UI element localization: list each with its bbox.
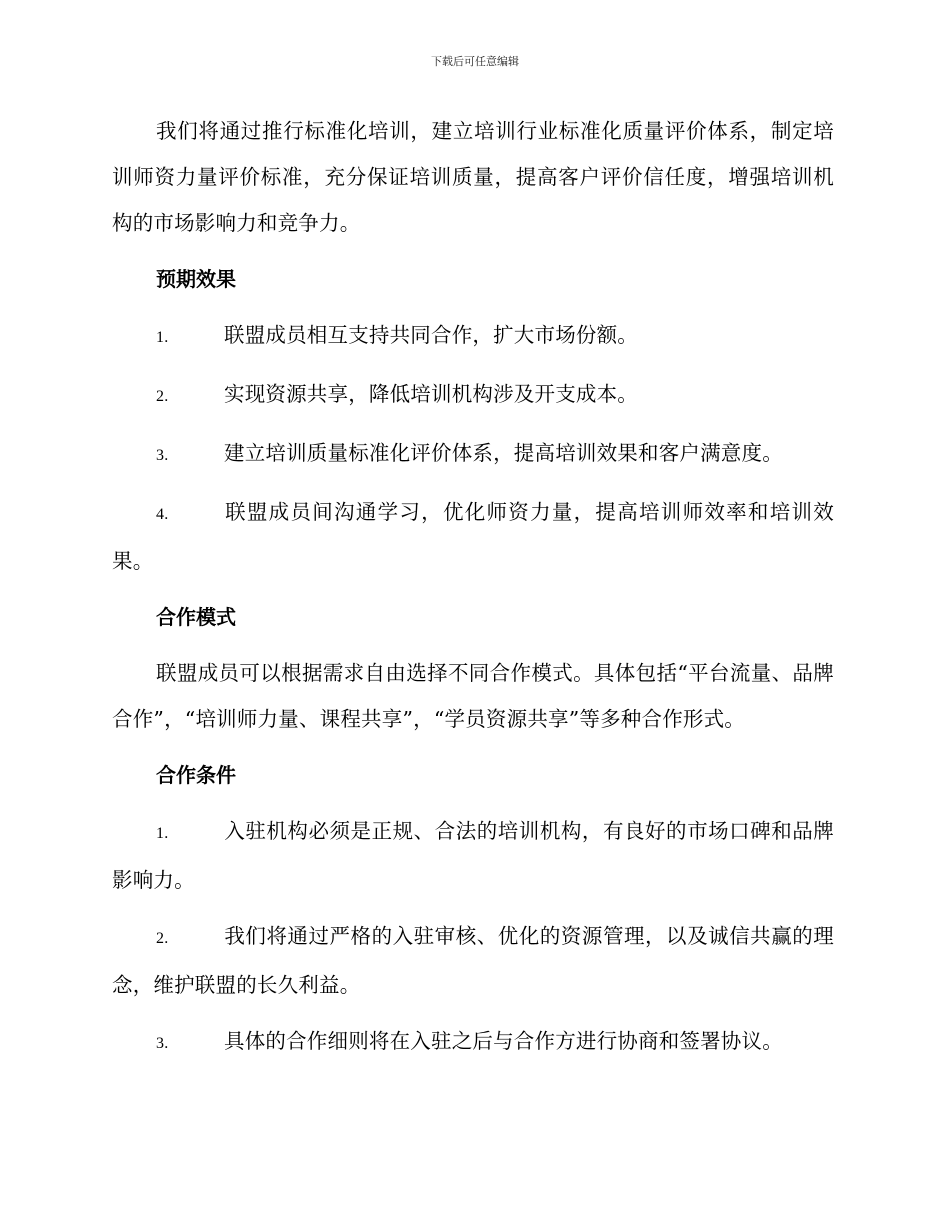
page-header: 下载后可任意编辑	[431, 55, 519, 68]
list-item-number: 3.	[156, 1035, 169, 1052]
section-heading-cooperation-conditions: 合作条件	[156, 763, 236, 787]
list-item-number: 1.	[156, 329, 169, 346]
list-item	[112, 489, 834, 584]
list-item	[112, 913, 834, 1008]
list-item-number: 4.	[156, 506, 169, 523]
list-item-number: 3.	[156, 447, 169, 464]
list-item	[112, 312, 834, 361]
list-item-number: 2.	[156, 388, 169, 405]
list-item-text: 我们将通过严格的入驻审核、优化的资源管理，以及诚信共赢的理念，维护联盟的长久利益。	[112, 924, 834, 997]
list-item-text: 具体的合作细则将在入驻之后与合作方进行协商和签署协议。	[224, 1029, 783, 1053]
list-item-text: 联盟成员相互支持共同合作，扩大市场份额。	[224, 323, 638, 347]
section-heading-cooperation-model: 合作模式	[156, 605, 236, 629]
list-item	[112, 1018, 834, 1067]
list-item-text: 实现资源共享，降低培训机构涉及开支成本。	[224, 382, 638, 406]
document-body	[112, 108, 834, 1077]
list-item-number: 2.	[156, 930, 169, 947]
list-item-text: 联盟成员间沟通学习，优化师资力量，提高培训师效率和培训效果。	[112, 500, 834, 573]
intro-paragraph: 我们将通过推行标准化培训，建立培训行业标准化质量评价体系，制定培训师资力量评价标准，充分保证培训质量，提高客户评价信任度，增强培训机构的市场影响力和竞争力。	[112, 119, 834, 235]
list-item	[112, 808, 834, 903]
section-heading-expected-effects: 预期效果	[156, 267, 236, 291]
list-item-number: 1.	[156, 825, 169, 842]
cooperation-model-paragraph: 联盟成员可以根据需求自由选择不同合作模式。具体包括“平台流量、品牌合作”，“培训师力量、课程共享”，“学员资源共享”等多种合作形式。	[112, 661, 834, 731]
list-item	[112, 371, 834, 420]
list-item	[112, 430, 834, 479]
list-item-text: 建立培训质量标准化评价体系，提高培训效果和客户满意度。	[224, 441, 783, 465]
list-item-text: 入驻机构必须是正规、合法的培训机构，有良好的市场口碑和品牌影响力。	[112, 819, 834, 892]
